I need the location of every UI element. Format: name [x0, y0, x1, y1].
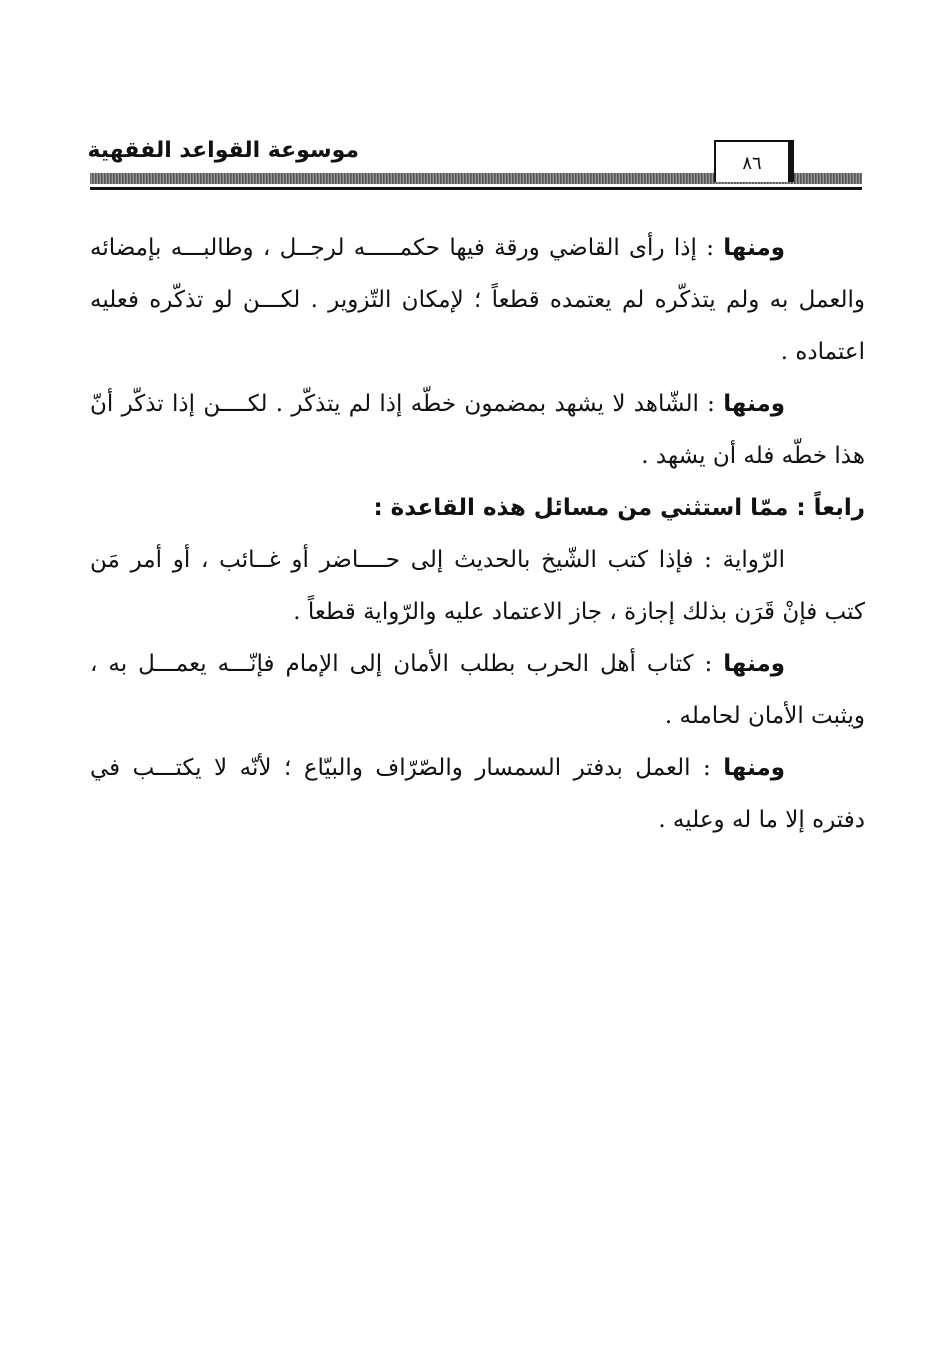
- paragraph-text: : العمل بدفتر السمسار والصّرّاف والبيّاع ؛ لأنّه لا يكتـــب في دفتره إلا ما له وعليه .: [90, 755, 865, 833]
- body-text: [90, 222, 865, 846]
- section-heading: رابعاً : ممّا استثني من مسائل هذه القاعدة :: [373, 495, 865, 521]
- paragraph: [90, 222, 865, 378]
- paragraph: [90, 638, 865, 742]
- paragraph-lead: ومنها: [723, 235, 785, 261]
- running-title: موسوعة القواعد الفقهية: [87, 138, 359, 163]
- paragraph-text: : كتاب أهل الحرب بطلب الأمان إلى الإمام فإنّـــه يعمـــل به ، ويثبت الأمان لحامله .: [90, 651, 865, 729]
- paragraph-text: : الشّاهد لا يشهد بمضمون خطّه إذا لم يتذكّر . لكــــن إذا تذكّر أنّ هذا خطّه فله أن يشهد .: [90, 391, 865, 469]
- paragraph-lead: ومنها: [723, 391, 785, 417]
- header-rule: [90, 187, 862, 190]
- paragraph: [90, 534, 865, 638]
- paragraph: [90, 742, 865, 846]
- paragraph-text: الرّواية : فإذا كتب الشّيخ بالحديث إلى حــــاضر أو غــائب ، أو أمر مَن كتب فإنْ قَرَن بذلك إجازة ، جاز الاعتماد عليه والرّواية قطعاً .: [90, 547, 865, 625]
- paragraph-lead: ومنها: [723, 651, 785, 677]
- page-number: ٨٦: [714, 140, 794, 182]
- paragraph: [90, 378, 865, 482]
- paragraph-text: : إذا رأى القاضي ورقة فيها حكمـــــه لرجــل ، وطالبـــه بإمضائه والعمل به ولم يتذكّره لم يعتمده قطعاً ؛ لإمكان التّزوير . لكـــن لو تذكّره فعليه اعتماده .: [90, 235, 865, 365]
- paragraph-lead: ومنها: [723, 755, 785, 781]
- page-header: [87, 134, 862, 194]
